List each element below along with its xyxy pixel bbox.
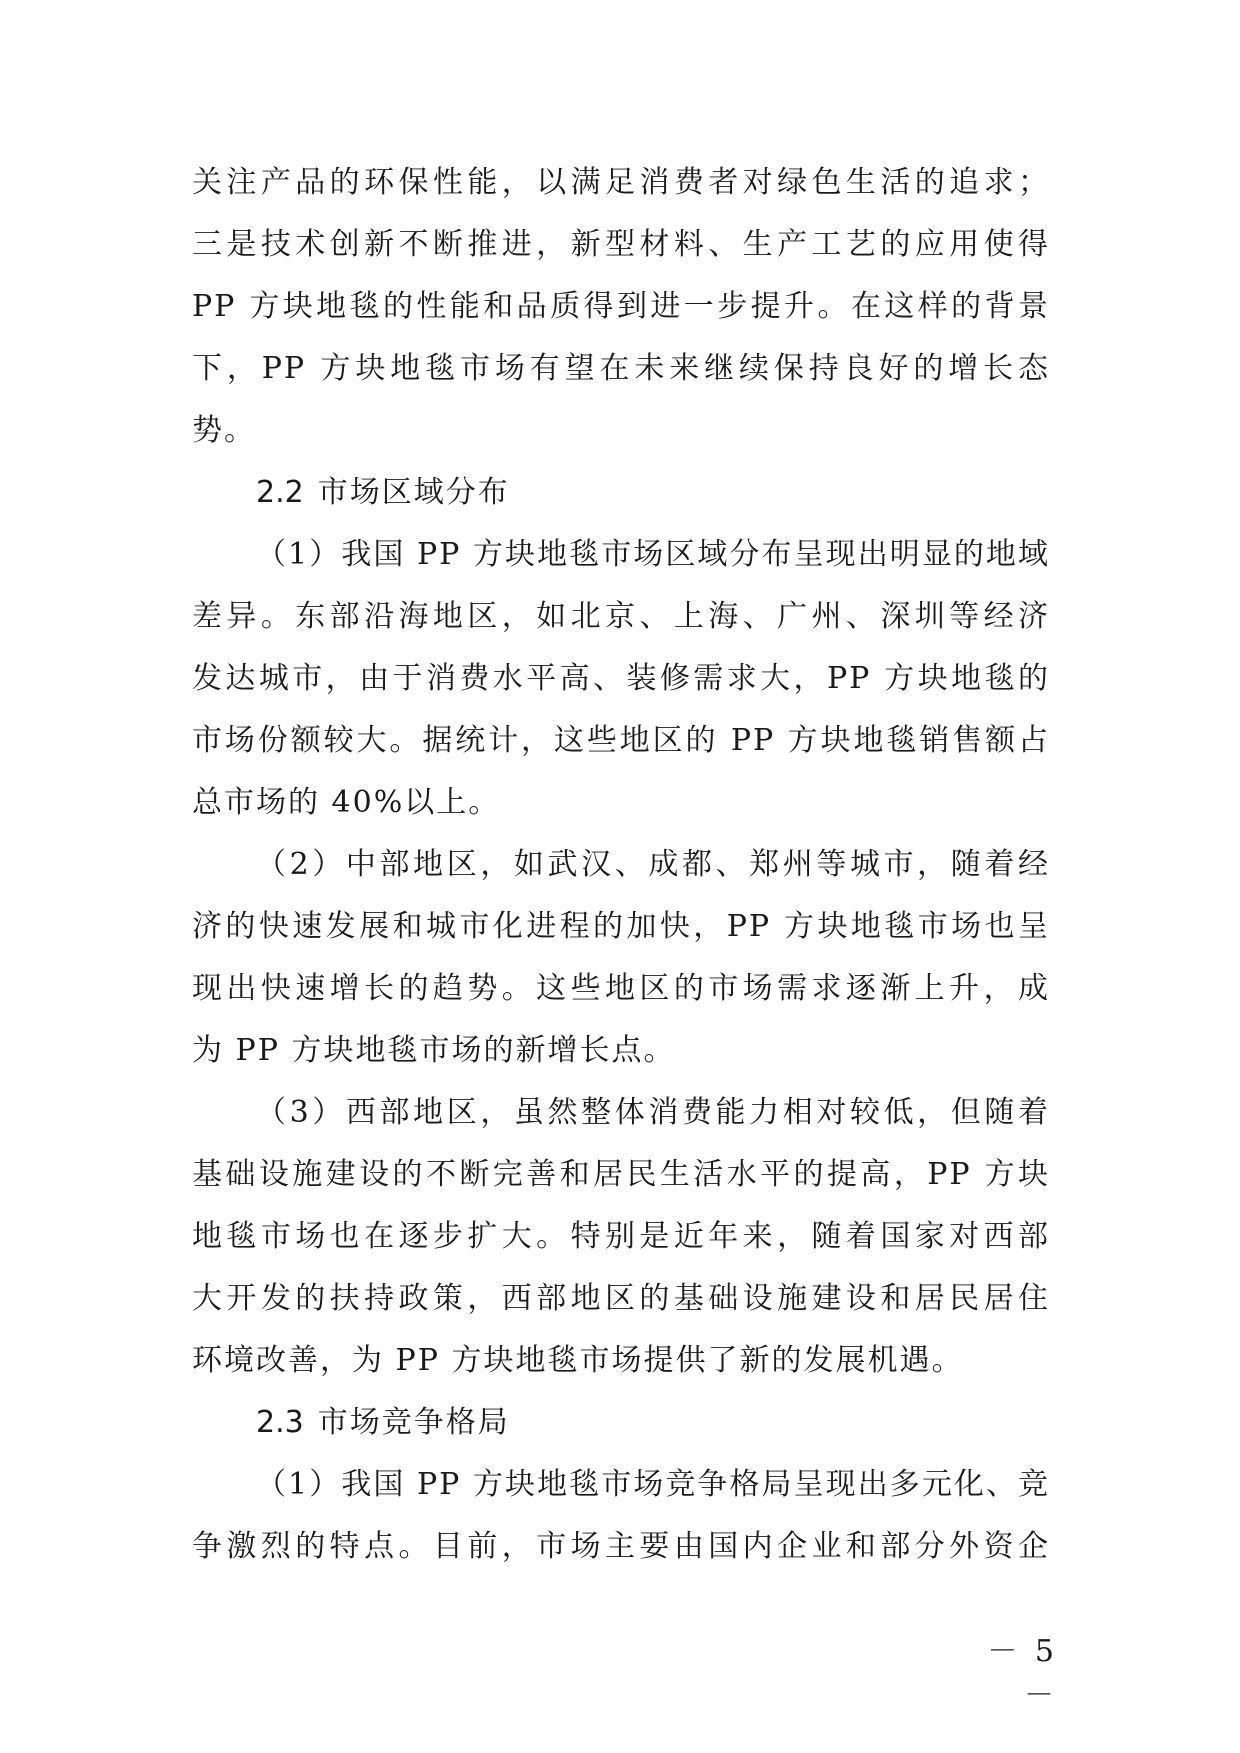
page-number: － 5 － — [987, 1634, 1058, 1713]
text-line: 总市场的 40%以上。 — [192, 785, 501, 820]
paragraph — [192, 1082, 1050, 1392]
text-line: 下，PP 方块地毯市场有望在未来继续保持良好的增长态 — [192, 351, 1050, 386]
text-line: 关注产品的环保性能，以满足消费者对绿色生活的追求； — [192, 165, 1050, 200]
section-heading — [192, 462, 1050, 524]
text-line: 基础设施建设的不断完善和居民生活水平的提高，PP 方块 — [192, 1157, 1050, 1192]
text-line: （3）西部地区，虽然整体消费能力相对较低，但随着 — [256, 1095, 1050, 1130]
text-line: 差异。东部沿海地区，如北京、上海、广州、深圳等经济 — [192, 599, 1050, 634]
section-title: 市场竞争格局 — [317, 1405, 510, 1440]
text-line: （2）中部地区，如武汉、成都、郑州等城市，随着经 — [256, 847, 1050, 882]
text-line: 地毯市场也在逐步扩大。特别是近年来，随着国家对西部 — [192, 1219, 1050, 1254]
document-page — [192, 152, 1050, 1578]
section-title: 市场区域分布 — [317, 475, 510, 510]
text-line: 势。 — [192, 413, 256, 448]
paragraph — [192, 524, 1050, 834]
text-line: 市场份额较大。据统计，这些地区的 PP 方块地毯销售额占 — [192, 723, 1050, 758]
text-line: 济的快速发展和城市化进程的加快，PP 方块地毯市场也呈 — [192, 909, 1050, 944]
paragraph — [192, 152, 1050, 462]
text-line: 争激烈的特点。目前，市场主要由国内企业和部分外资企 — [192, 1529, 1050, 1564]
section-number: 2.2 — [256, 475, 304, 510]
text-line: 为 PP 方块地毯市场的新增长点。 — [192, 1033, 676, 1068]
section-heading — [192, 1392, 1050, 1454]
text-line: 现出快速增长的趋势。这些地区的市场需求逐渐上升，成 — [192, 971, 1050, 1006]
section-number: 2.3 — [256, 1405, 304, 1440]
text-line: 大开发的扶持政策，西部地区的基础设施建设和居民居住 — [192, 1281, 1050, 1316]
text-line: PP 方块地毯的性能和品质得到进一步提升。在这样的背景 — [192, 289, 1050, 324]
text-line: 三是技术创新不断推进，新型材料、生产工艺的应用使得 — [192, 227, 1050, 262]
text-line: 发达城市，由于消费水平高、装修需求大，PP 方块地毯的 — [192, 661, 1050, 696]
paragraph — [192, 1454, 1050, 1578]
text-line: （1）我国 PP 方块地毯市场竞争格局呈现出多元化、竞 — [256, 1467, 1050, 1502]
text-line: （1）我国 PP 方块地毯市场区域分布呈现出明显的地域 — [256, 537, 1050, 572]
paragraph — [192, 834, 1050, 1082]
text-line: 环境改善，为 PP 方块地毯市场提供了新的发展机遇。 — [192, 1343, 964, 1378]
